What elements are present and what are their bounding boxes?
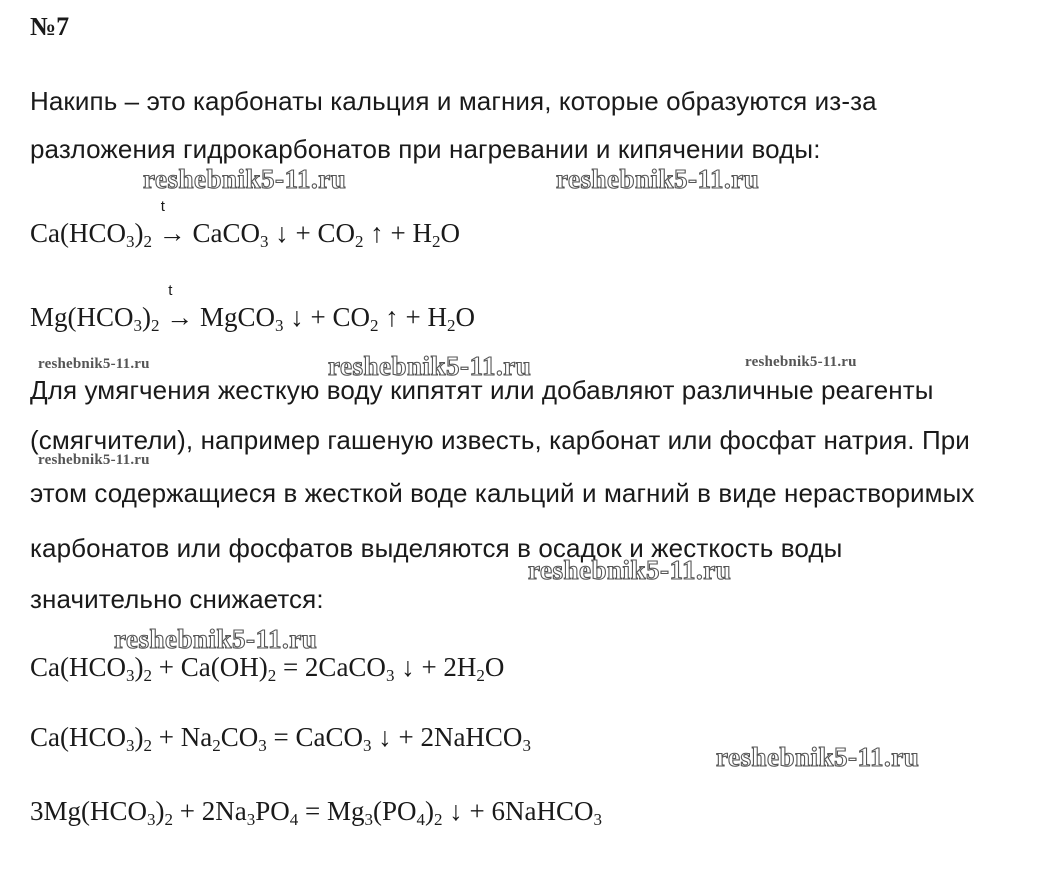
equation-magnesium-decomposition: $Mg(HCO_3)_2$ t → MgCO$_3$ ↓ + $CO_2$ ↑ + $H_2O$ bbox=[30, 282, 475, 335]
heat-label: t bbox=[160, 198, 165, 215]
equation-phosphate-softening: $3Mg(HCO_3)_2 + 2Na_3PO_4 = Mg_3(PO_4)_2$ ↓ + 6NaHCO$_3$ bbox=[30, 796, 602, 829]
paragraph-line: значительно снижается: bbox=[30, 584, 324, 614]
paragraph-line: (смягчители), например гашеную известь, карбонат или фосфат натрия. При bbox=[30, 425, 970, 455]
watermark: reshebnik5-11.ru bbox=[114, 624, 318, 654]
reaction-arrow: t → bbox=[158, 198, 186, 248]
equation-lime-softening: $Ca(HCO_3)_2 + Ca(OH)_2$ = 2CaCO$_3$ ↓ + $2H_2O$ bbox=[30, 652, 505, 685]
equation-soda-softening: $Ca(HCO_3)_2 + Na_2CO_3$ = CaCO$_3$ ↓ + 2NaHCO$_3$ bbox=[30, 722, 531, 755]
watermark: reshebnik5-11.ru bbox=[328, 351, 532, 381]
watermark: reshebnik5-11.ru bbox=[556, 164, 760, 194]
watermark: reshebnik5-11.ru bbox=[745, 354, 857, 370]
watermark: reshebnik5-11.ru bbox=[528, 555, 732, 585]
heat-label: t bbox=[168, 282, 173, 299]
watermark: reshebnik5-11.ru bbox=[716, 742, 920, 772]
paragraph-line: карбонатов или фосфатов выделяются в осадок и жесткость воды bbox=[30, 533, 843, 563]
paragraph-line: Для умягчения жесткую воду кипятят или добавляют различные реагенты bbox=[30, 375, 934, 405]
equation-calcium-decomposition: $Ca(HCO_3)_2$ t → CaCO$_3$ ↓ + $CO_2$ ↑ + $H_2O$ bbox=[30, 198, 460, 251]
watermark: reshebnik5-11.ru bbox=[38, 356, 150, 372]
paragraph-line: этом содержащиеся в жесткой воде кальций и магний в виде нерастворимых bbox=[30, 478, 975, 508]
reaction-arrow: t → bbox=[166, 282, 194, 332]
paragraph-line: разложения гидрокарбонатов при нагревании и кипячении воды: bbox=[30, 134, 821, 164]
paragraph-line: Накипь – это карбонаты кальция и магния, которые образуются из-за bbox=[30, 86, 877, 116]
watermark: reshebnik5-11.ru bbox=[143, 164, 347, 194]
problem-number: №7 bbox=[30, 12, 70, 41]
watermark: reshebnik5-11.ru bbox=[38, 452, 150, 468]
